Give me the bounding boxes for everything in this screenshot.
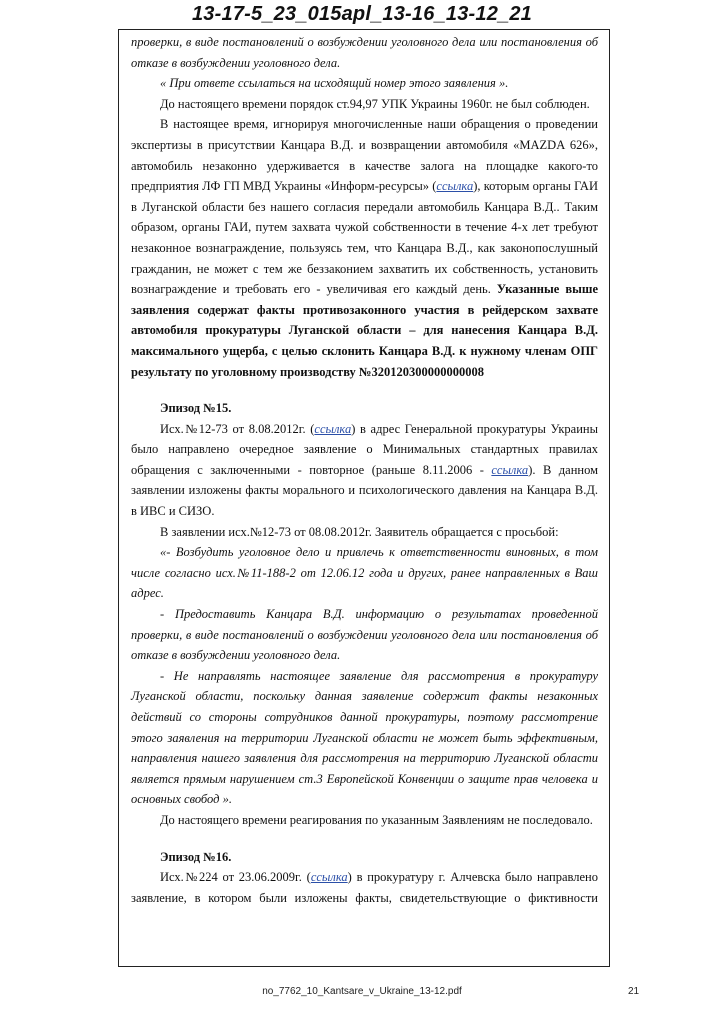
episode-15-quote-1: «- Возбудить уголовное дело и привлечь к ответственности виновных, в том числе согласно исх.№11-188-2 от 12.06.12 года и других, ранее направленных в Ваш адрес. <box>131 545 598 601</box>
episode-15-quote-2: - Предоставить Канцара В.Д. информацию о результатах проведенной проверки, в виде постановлений о возбуждении уголовного дела или постановления об отказе в возбуждении уголовного дела. <box>131 607 598 663</box>
episode-15-request-intro: В заявлении исх.№12-73 от 08.08.2012г. Заявитель обращается с просьбой: <box>160 524 559 539</box>
section-spacer <box>131 382 598 398</box>
reference-link[interactable]: ссылка <box>436 179 474 194</box>
footer-filename: no_7762_10_Kantsare_v_Ukraine_13-12.pdf <box>262 986 462 997</box>
text-run: В настоящее время, игнорируя многочисленные наши обращения о проведении экспертизы в присутствии Канцара В.Д. и возвращении автомобиля «MAZDA 626», автомобиль незаконно удерживается в качестве залога на площадке какого-то предприятия ЛФ ГП МВД Украины «Информ-ресурсы» ( <box>131 117 598 194</box>
episode-15-quote-3: - Не направлять настоящее заявление для рассмотрения в прокуратуру Луганской области, поскольку данная заявление содержит факты незаконных действий со стороны сотрудников данной прокуратуры, поэтому рассмотрение этого заявления на территории Луганской области не может быть эффективным, направления нашего заявления для рассмотрения на территорию Луганской области является прямым нарушением ст.3 Европейской Конвенции о защите прав человека и основных свобод ». <box>131 668 598 807</box>
reference-link[interactable]: ссылка <box>314 421 352 436</box>
text-run: Исх.№12-73 от 8.08.2012г. ( <box>160 421 315 436</box>
text-run: Исх.№224 от 23.06.2009г. ( <box>160 870 311 885</box>
section-spacer <box>131 831 598 847</box>
paragraph-continuation: проверки, в виде постановлений о возбуждении уголовного дела или постановления об отказе в возбуждении уголовного дела. <box>131 35 598 70</box>
text-run: ) в прокуратуру г. Алчевска было направлено заявление, в котором были изложены факты, свидетельствующие о фиктивности <box>131 870 598 905</box>
episode-15-conclusion: До настоящего времени реагирования по указанным Заявлениям не последовало. <box>160 812 593 827</box>
reference-link[interactable]: ссылка <box>310 870 348 885</box>
document-title: 13-17-5_23_015apl_13-16_13-12_21 <box>191 3 532 25</box>
text-run: ) в адрес Генеральной прокуратуры Украины было направлено очередное заявление о Минимальных стандартных правилах обращения с заключенными - повторное (раньше 8.11.2006 - <box>131 421 598 477</box>
page-number: 21 <box>628 986 640 997</box>
episode-15-paragraph <box>131 419 598 522</box>
episode-16-heading: Эпизод №16. <box>160 849 232 864</box>
paragraph-procedure: До настоящего времени порядок ст.94,97 УПК Украины 1960г. не был соблюден. <box>160 96 590 111</box>
paragraph-vehicle-seizure <box>131 114 598 382</box>
reference-link[interactable]: ссылка <box>491 462 529 477</box>
text-run: ), которым органы ГАИ в Луганской области без нашего согласия передали автомобиль Канцара В.Д.. Таким образом, органы ГАИ, путем захвата чужой собственности в течение 4-х лет требуют незаконное вознаграждение, пользуясь тем, что Канцара В.Д., как законопослушный гражданин, не может с тем же беззаконием захватить их собственность, установить вознаграждение и требовать его - увеличивая его каждый день. <box>131 179 598 297</box>
episode-16-paragraph <box>131 867 598 908</box>
paragraph-reference-note: « При ответе ссылаться на исходящий номер этого заявления ». <box>160 76 509 91</box>
document-body <box>131 32 598 908</box>
text-run: ). В данном заявлении изложены факты морального и психологического давления на Канцара В.Д. в ИВС и СИЗО. <box>131 462 598 519</box>
bold-statement: Указанные выше заявления содержат факты противозаконного участия в рейдерском захвате автомобиля прокуратуры Луганской области – для нанесения Канцара В.Д. максимального ущерба, с целью склонить Канцара В.Д. к нужному членам ОПГ результату по уголовному производству №320120300000000008 <box>131 282 598 379</box>
episode-15-heading: Эпизод №15. <box>160 401 232 416</box>
